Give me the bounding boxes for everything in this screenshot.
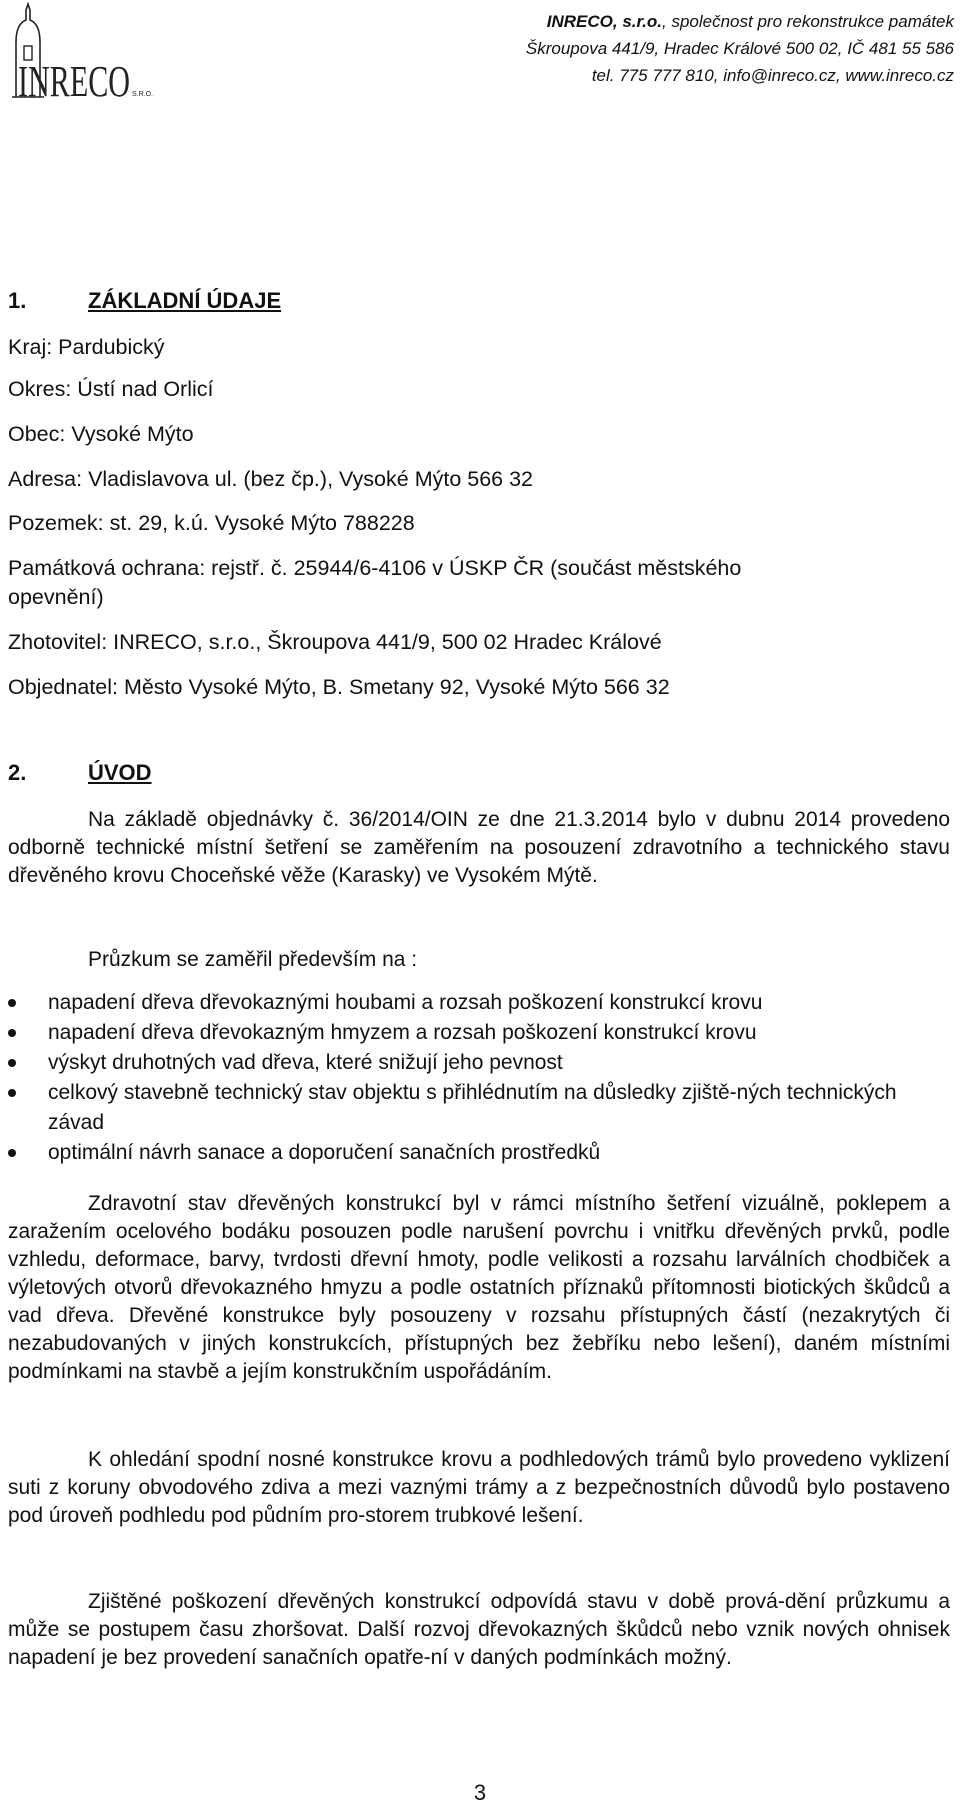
list-item: napadení dřeva dřevokaznými houbami a rozsah poškození konstrukcí krovu	[8, 988, 950, 1018]
company-line-1	[526, 8, 954, 35]
company-desc: , společnost pro rekonstrukce památek	[662, 12, 954, 31]
company-address: Škroupova 441/9, Hradec Králové 500 02, IČ 481 55 586	[525, 39, 954, 58]
bullet-icon	[8, 1089, 16, 1097]
section-2-heading	[8, 760, 152, 786]
list-item: napadení dřeva dřevokazným hmyzem a rozsah poškození konstrukcí krovu	[8, 1018, 950, 1048]
field-pozemek: Pozemek: st. 29, k.ú. Vysoké Mýto 788228	[8, 511, 415, 535]
company-contact: tel. 775 777 810, info@inreco.cz, www.inreco.cz	[591, 66, 954, 85]
section-1-heading	[8, 288, 281, 314]
logo-text: INRECO	[18, 57, 130, 106]
company-header	[526, 8, 954, 89]
field-pamatkova-ochrana-cont: opevnění)	[8, 585, 104, 609]
list-item: výskyt druhotných vad dřeva, které snižují jeho pevnost	[8, 1048, 950, 1078]
paragraph: K ohledání spodní nosné konstrukce krovu a podhledových trámů bylo provedeno vyklizení suti z koruny obvodového zdiva a mezi vaznými trámy a z bezpečnostních důvodů bylo postaveno pod úroveň podhledu pod půdním pro-storem trubkové lešení.	[8, 1448, 950, 1527]
list-item: celkový stavebně technický stav objektu s přihlédnutím na důsledky zjiště-ných technických závad	[8, 1078, 950, 1138]
paragraph: Zjištěné poškození dřevěných konstrukcí odpovídá stavu v době prová-dění průzkumu a může se postupem času zhoršovat. Další rozvoj dřevokazných škůdců nebo vznik nových ohnisek napadení je bez provedení sanačních opatře-ní v daných podmínkách možný.	[8, 1590, 950, 1669]
inreco-logo	[4, 2, 154, 114]
paragraph: Zdravotní stav dřevěných konstrukcí byl v rámci místního šetření vizuálně, poklepem a zaražením ocelového bodáku posouzen podle narušení povrchu i vnitřku dřevěných prvků, podle vzhledu, deformace, barvy, tvrdosti dřevní hmoty, podle velikosti a rozsahu larválních chodbiček a výletových otvorů dřevokazného hmyzu a podle ostatních příznaků přítomnosti biotických škůdců a vad dřeva. Dřevěné konstrukce byly posouzeny v rozsahu přístupných částí (nezakrytých či nezabudovaných v jiných konstrukcích, přístupných bez žebříku nebo lešení), daném místními podmínkami na stavbě a jejím konstrukčním uspořádáním.	[8, 1192, 950, 1383]
section-title: ÚVOD	[88, 760, 152, 785]
bullet-icon	[8, 1059, 16, 1067]
bullet-icon	[8, 1029, 16, 1037]
section-number: 2.	[8, 760, 27, 785]
intro-text: Na základě objednávky č. 36/2014/OIN ze dne 21.3.2014 bylo v dubnu 2014 provedeno odborně technické místní šetření se zaměřením na posouzení zdravotního a technického stavu dřevěného krovu Choceňské věže (Karasky) ve Vysokém Mýtě.	[8, 808, 950, 887]
section-title: ZÁKLADNÍ ÚDAJE	[88, 288, 282, 313]
focus-list	[8, 988, 950, 1168]
intro-paragraph	[8, 806, 950, 890]
field-zhotovitel: Zhotovitel: INRECO, s.r.o., Škroupova 441/9, 500 02 Hradec Králové	[8, 630, 662, 654]
logo-suffix: S.R.O.	[132, 91, 154, 98]
field-adresa: Adresa: Vladislavova ul. (bez čp.), Vysoké Mýto 566 32	[8, 467, 534, 491]
section-number: 1.	[8, 288, 27, 313]
field-objednatel: Objednatel: Město Vysoké Mýto, B. Smetany 92, Vysoké Mýto 566 32	[8, 675, 670, 699]
list-item: optimální návrh sanace a doporučení sanačních prostředků	[8, 1138, 950, 1168]
field-pamatkova-ochrana: Památková ochrana: rejstř. č. 25944/6-4106 v ÚSKP ČR (součást městského	[8, 556, 742, 580]
field-okres: Okres: Ústí nad Orlicí	[8, 377, 214, 401]
page-number: 3	[473, 1780, 487, 1805]
field-obec: Obec: Vysoké Mýto	[8, 422, 194, 446]
company-name: INRECO, s.r.o.	[546, 12, 663, 31]
field-kraj: Kraj: Pardubický	[8, 335, 165, 359]
focus-lead-text: Průzkum se zaměřil především na :	[88, 948, 418, 971]
bullet-icon	[8, 999, 16, 1007]
bullet-icon	[8, 1149, 16, 1157]
focus-lead	[8, 946, 950, 974]
